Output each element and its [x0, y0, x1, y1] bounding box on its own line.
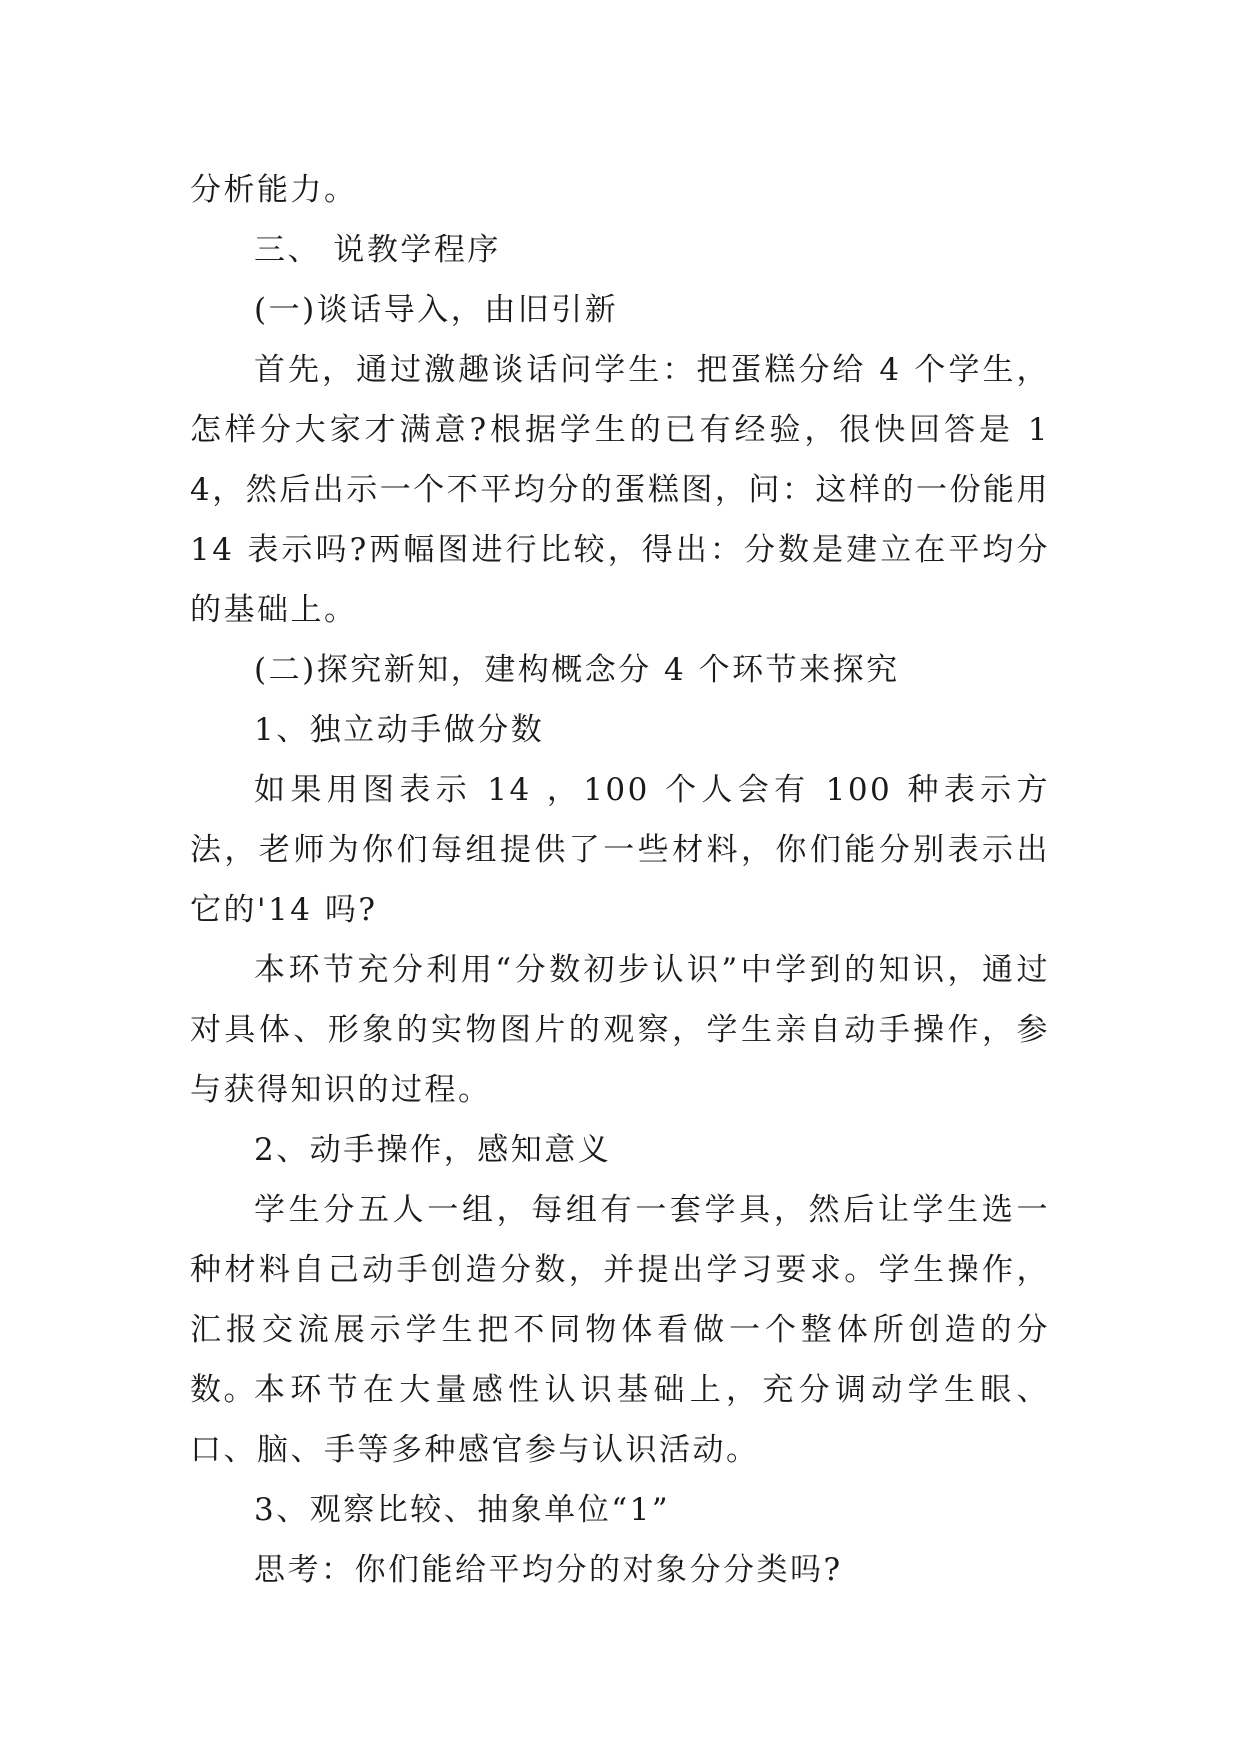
paragraph-step-2-summary: 本环节在大量感性认识基础上，充分调动学生眼、口、脑、手等多种感官参与认识活动。 — [190, 1372, 1050, 1468]
paragraph-materials: 如果用图表示 14 ，100 个人会有 100 种表示方法，老师为你们每组提供了一些材料，你们能分别表示出它的'14 吗? — [190, 772, 1050, 928]
paragraph-group-work: 学生分五人一组，每组有一套学具，然后让学生选一种材料自己动手创造分数，并提出学习要求。学生操作，汇报交流展示学生把不同物体看做一个整体所创造的分数。 — [190, 1192, 1050, 1408]
paragraph-think-question: 思考：你们能给平均分的对象分分类吗? — [254, 1552, 843, 1588]
heading-step-1: 1、独立动手做分数 — [254, 712, 545, 748]
paragraph-cake-example: 首先，通过激趣谈话问学生：把蛋糕分给 4 个学生，怎样分大家才满意?根据学生的已有经验，很快回答是 14，然后出示一个不平均分的蛋糕图，问：这样的一份能用 14 表示吗?两幅图进行比较，得出：分数是建立在平均分的基础上。 — [190, 352, 1050, 628]
heading-teaching-procedure: 三、 说教学程序 — [254, 232, 501, 268]
heading-step-3: 3、观察比较、抽象单位“1” — [254, 1492, 671, 1528]
heading-explore-new-knowledge: (二)探究新知，建构概念分 4 个环节来探究 — [254, 652, 900, 688]
heading-introduction: (一)谈话导入，由旧引新 — [254, 292, 619, 328]
paragraph-step-1-summary: 本环节充分利用“分数初步认识”中学到的知识，通过对具体、形象的实物图片的观察，学生亲自动手操作，参与获得知识的过程。 — [190, 952, 1050, 1108]
heading-step-2: 2、动手操作，感知意义 — [254, 1132, 612, 1168]
paragraph-analysis-ability: 分析能力。 — [190, 172, 358, 208]
